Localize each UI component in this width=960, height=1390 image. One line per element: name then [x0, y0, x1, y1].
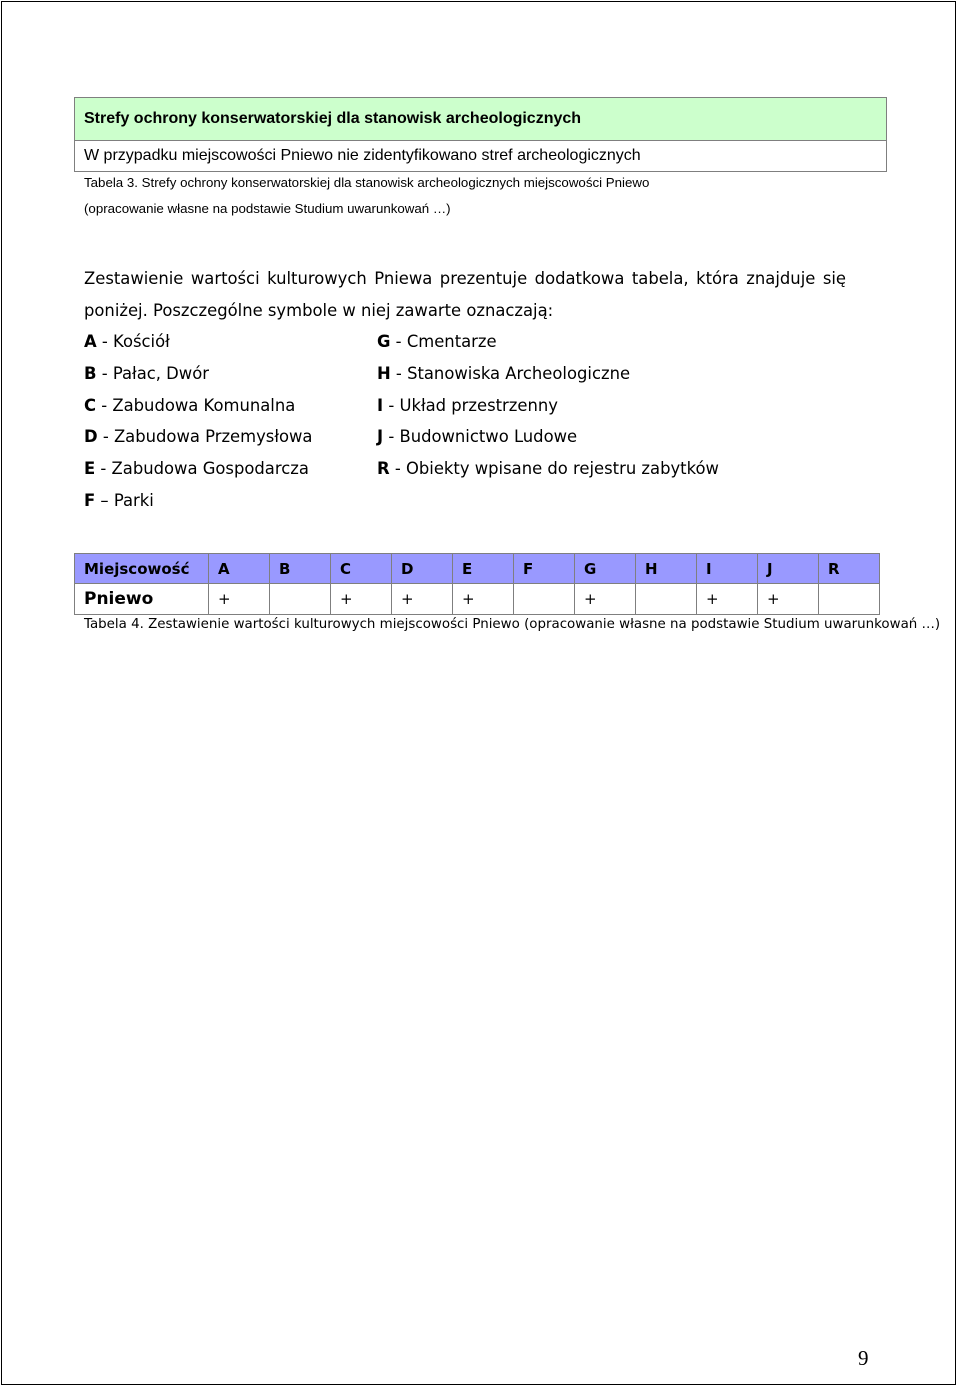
cell-j: +: [758, 584, 819, 615]
cell-b: [270, 584, 331, 615]
table3-caption-line2: (opracowanie własne na podstawie Studium uwarunkowań …): [84, 201, 451, 216]
header-cell-f: F: [514, 554, 575, 584]
header-cell-locality: Miejscowość: [75, 554, 209, 584]
archaeological-zones-table: [74, 97, 887, 172]
header-cell-a: A: [209, 554, 270, 584]
legend-item-g: G - Cmentarze: [377, 332, 497, 351]
header-cell-c: C: [331, 554, 392, 584]
cell-c: +: [331, 584, 392, 615]
header-cell-e: E: [453, 554, 514, 584]
intro-paragraph-line2: poniżej. Poszczególne symbole w niej zawarte oznaczają:: [84, 301, 554, 320]
legend-item-d: D - Zabudowa Przemysłowa: [84, 427, 313, 446]
cell-d: +: [392, 584, 453, 615]
page-number: 9: [858, 1346, 869, 1370]
cell-r: [819, 584, 880, 615]
cell-a: +: [209, 584, 270, 615]
header-cell-i: I: [697, 554, 758, 584]
cultural-values-table: [74, 553, 880, 615]
zones-table-text: W przypadku miejscowości Pniewo nie zidentyfikowano stref archeologicznych: [75, 141, 887, 172]
cell-f: [514, 584, 575, 615]
zones-table-title: Strefy ochrony konserwatorskiej dla stanowisk archeologicznych: [75, 98, 887, 141]
intro-paragraph-line1: Zestawienie wartości kulturowych Pniewa prezentuje dodatkowa tabela, która znajduje się: [84, 269, 846, 288]
header-cell-g: G: [575, 554, 636, 584]
legend-item-c: C - Zabudowa Komunalna: [84, 396, 296, 415]
table4-caption: Tabela 4. Zestawienie wartości kulturowych miejscowości Pniewo (opracowanie własne na podstawie Studium uwarunkowań …): [84, 617, 941, 632]
legend-item-r: R - Obiekty wpisane do rejestru zabytków: [377, 459, 719, 478]
table3-caption-line1: Tabela 3. Strefy ochrony konserwatorskiej dla stanowisk archeologicznych miejscowości Pniewo: [84, 175, 650, 190]
legend-item-e: E - Zabudowa Gospodarcza: [84, 459, 309, 478]
header-cell-b: B: [270, 554, 331, 584]
cell-h: [636, 584, 697, 615]
legend-item-a: A - Kościół: [84, 332, 170, 351]
table-row: [75, 584, 880, 615]
header-cell-h: H: [636, 554, 697, 584]
header-cell-d: D: [392, 554, 453, 584]
table-header-row: [75, 554, 880, 584]
legend-item-f: F – Parki: [84, 491, 154, 510]
legend-item-b: B - Pałac, Dwór: [84, 364, 209, 383]
cell-g: +: [575, 584, 636, 615]
cell-i: +: [697, 584, 758, 615]
legend-item-j: J - Budownictwo Ludowe: [377, 427, 578, 446]
cell-e: +: [453, 584, 514, 615]
legend-item-i: I - Układ przestrzenny: [377, 396, 558, 415]
cell-locality: Pniewo: [75, 584, 209, 615]
header-cell-j: J: [758, 554, 819, 584]
legend-item-h: H - Stanowiska Archeologiczne: [377, 364, 631, 383]
header-cell-r: R: [819, 554, 880, 584]
